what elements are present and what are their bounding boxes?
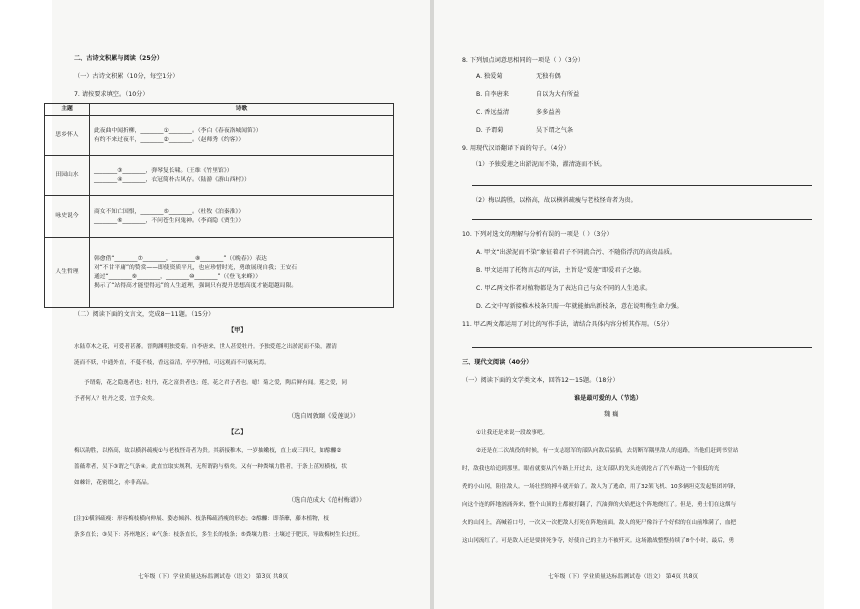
article-paragraph: 秃的小山冈，阻住敌人。一场壮烈的搏斗就开始了。敌人为了逃命，用了32架飞机、10多辆坦克发起集团冲锋， (462, 484, 740, 490)
question-9-1: （1）予独爱莲之出淤泥而不染，濯清涟而不妖。 (472, 161, 606, 168)
poem-line: 通过“________⑨________，________⑩________”（《登飞来峰》） (94, 273, 262, 280)
row-theme: 思乡怀人 (45, 116, 90, 156)
poem-line: ________④________，衣冠简朴古风存。（陆游《游山西村》） (94, 176, 250, 183)
passage-line: 涟而不妖，中通外直，不蔓不枝，香远益清，亭亭净植，可远观而不可亵玩焉。 (74, 360, 270, 366)
question-11: 11. 甲乙两文都运用了对比的写作手法，请结合具体内容分析其作用。（5分） (462, 321, 673, 328)
text-label-jia: 【甲】 (228, 327, 247, 334)
passage-source: （选自范成大《范村梅谱》） (288, 497, 366, 504)
table-header-poem: 诗歌 (90, 104, 394, 116)
article-paragraph: ①让我还是来说一段故事吧。 (476, 430, 549, 436)
poem-fill-table (44, 103, 394, 308)
poem-line: ________⑥________，不问苍生问鬼神。（李商隐《贾生》） (94, 217, 245, 224)
article-paragraph: 时，敌我也给追到那里。眼看就要从汽车路上开过去，这支部队的先头连就抢占了汽车路边一个很低的光 (462, 466, 720, 472)
question-9: 9. 用现代汉语翻译下面的句子。（4分） (462, 145, 570, 152)
row-theme: 人生哲理 (45, 238, 90, 308)
page-footer: 七年级（下）学业质量达标监测试卷（语文） 第4页 共8页 (548, 574, 699, 580)
passage-line: 水陆草木之花，可爱者甚蕃。晋陶渊明独爱菊。自李唐来，世人甚爱牡丹。予独爱莲之出淤泥而不染，濯清 (74, 344, 337, 350)
part-title: （一）古诗文积累（10分，每空1分） (74, 73, 179, 80)
option-label: B. 自李唐来 (476, 91, 509, 98)
passage-source: （选自周敦颐《爱莲说》） (288, 413, 360, 420)
article-author: 魏 巍 (604, 411, 619, 418)
answer-line (472, 347, 812, 348)
annotation-line: 条多直长；③吴下：苏州地区；④气条：枝条直长，多生长的枝条；⑤粪壤力胜：土壤过于肥沃，导致梅树生长过旺。 (74, 532, 364, 538)
article-paragraph: ②还是在二次战役的时候，有一支志愿军的部队向敌后猛插，去切断军隅里敌人的退路，当他们赶到书堂站 (476, 448, 739, 454)
option-pair: 自以为大有所益 (536, 91, 580, 98)
option-line: C. 甲乙两文作者对植物都是为了表达自己与众不同的人生追求。 (476, 285, 652, 292)
poem-line: 商女不知亡国恨，________⑤________。（杜牧《泊秦淮》） (94, 208, 245, 215)
row-theme: 咏史说今 (45, 196, 90, 238)
poem-line: 韩愈借“________⑦________，________⑧________”（《晚春》）表达 (94, 255, 267, 262)
question-10: 10. 下列对选文的理解与分析有误的一项是（ ）（3分） (462, 231, 613, 238)
option-label: D. 予谓菊 (476, 127, 504, 134)
question-7: 7. 请按要求填空。（10分） (74, 91, 149, 98)
table-row (45, 116, 394, 156)
passage-line: 蔷薇辈者，吴下③谓之气条④。此直宜取实规利，无所谓韵与格矣。又有一种粪壤力胜者，于条上茁短横枝，状 (74, 464, 347, 470)
part-title: （二）阅读下面的文言文，完成8～11题。（15分） (74, 311, 215, 318)
row-theme: 田园山水 (45, 156, 90, 196)
passage-line: 梅以韵胜，以格高，故以横斜疏瘦①与老枝怪奇者为贵。其新接稚木，一岁抽嫩枝，直上或三四尺，如酴醾② (74, 448, 342, 454)
table-header-theme: 主题 (45, 104, 90, 116)
passage-line: 如棘针，花密缀之，亦非高品。 (74, 480, 153, 486)
annotation-line: [注]①横斜疏瘦：形容梅枝横向伸展、姿态倾斜、枝条稀疏消瘦的形态；②酴醾：即荼蘼，藤本植物，枝 (74, 516, 329, 522)
option-label: C. 香远益清 (476, 109, 510, 116)
article-title: 谁是最可爱的人（节选） (574, 395, 643, 402)
section-title: 三、现代文阅读（40分） (462, 359, 533, 366)
article-paragraph: 火的山冈上，高喊着口号，一次又一次把敌人打死在阵地前面。敌人的死尸像谷子个好似的在山前堆满了，血把 (462, 520, 737, 526)
table-row (45, 238, 394, 308)
poem-line: 对“不甘平庸”的赞赏——即使资质平凡，也应珍惜时光，勇敢展现自我；王安石 (94, 264, 298, 271)
option-pair: 无独有偶 (536, 73, 561, 80)
answer-line (472, 185, 812, 186)
page-footer: 七年级（下）学业质量达标监测试卷（语文） 第3页 共8页 (138, 574, 289, 580)
option-pair: 吴下谓之气条 (536, 127, 574, 134)
table-row (45, 156, 394, 196)
option-pair: 多多益善 (536, 109, 561, 116)
passage-line: 予谓菊，花之隐逸者也；牡丹，花之富贵者也；莲，花之君子者也。噫！菊之爱，陶后鲜有闻。莲之爱，同 (84, 380, 347, 386)
answer-line (472, 219, 812, 220)
question-8: 8. 下列加点词意思相同的一项是（ ）（3分） (462, 57, 585, 64)
option-label: A. 独爱菊 (476, 73, 503, 80)
option-line: D. 乙文中写新接稚木枝条只需一年就能抽出新枝条，意在说明梅生命力强。 (476, 303, 683, 310)
option-line: A. 甲文“出淤泥而不染”象征着君子不同流合污、不随俗浮沉的高贵品质。 (476, 249, 677, 256)
poem-line: 揭示了“站得高才能望得远”的人生道理，强调只有提升思想高度才能超越局限。 (94, 282, 298, 289)
question-9-2: （2）梅以韵胜，以格高，故以横斜疏瘦与老枝怪奇者为贵。 (472, 197, 637, 204)
table-row (45, 196, 394, 238)
part-title: （一）阅读下面的文学类文本，回答12～15题。（18分） (462, 377, 619, 384)
article-paragraph: 向这个连的阵地汹涌奔来，整个山顶的土都被打翻了，汽油弹的火焰把这个阵地烧红了。但是，勇士们在这烟与 (462, 502, 737, 508)
passage-line: 予者何人？牡丹之爱，宜乎众矣。 (74, 396, 158, 402)
article-paragraph: 这山冈流红了。可是敌人还是要拼死争夺，好使自己的主力不被歼灭。这场激战整整持续了8个小时，最后，勇 (462, 538, 735, 544)
text-label-yi: 【乙】 (228, 429, 247, 436)
option-line: B. 甲文运用了托物言志的写法，主旨是“爱莲”即爱君子之德。 (476, 267, 646, 274)
poem-line: 此夜曲中闻折柳，________①________。（李白《春夜洛城闻笛》） (94, 127, 262, 134)
poem-line: 有约不来过夜半，________②________。（赵师秀《约客》） (94, 136, 245, 143)
section-title: 二、古诗文积累与阅读（25分） (74, 55, 164, 62)
poem-line: ________③________，弹琴复长啸。（王维《竹里馆》） (94, 167, 233, 174)
